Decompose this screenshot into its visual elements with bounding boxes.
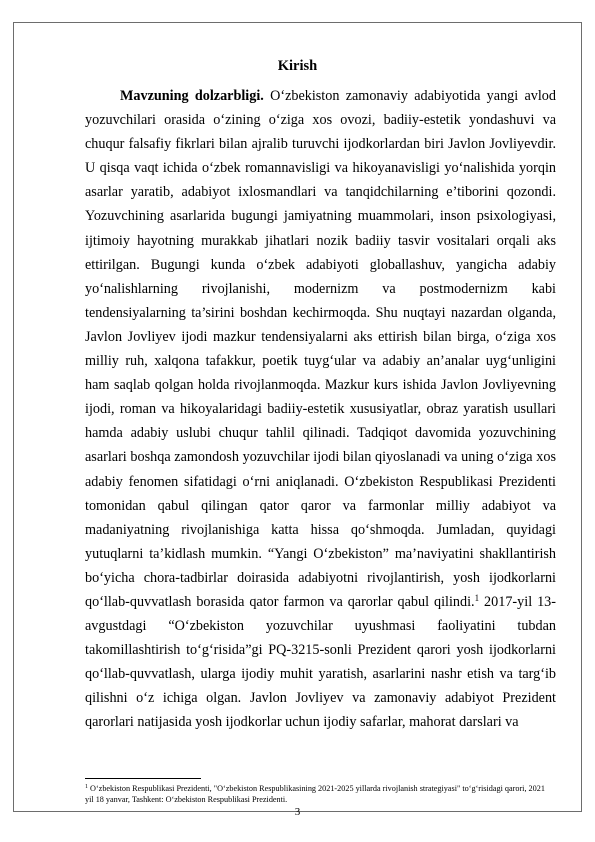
page-number: 3 (294, 806, 301, 818)
footnote-mark: 1 (85, 784, 88, 790)
paragraph-lead: Mavzuning dolzarbligi. (120, 88, 264, 104)
footnote (85, 783, 550, 805)
main-paragraph (85, 84, 556, 735)
paragraph-text-part2: 2017-yil 13-avgustdagi “O‘zbekiston yozuvchilar uyushmasi faoliyatini tubdan takomillashtirish to‘g‘risida”gi PQ-3215-sonli Prezident qarori yosh ijodkorlarni qo‘llab-quvvatlash, ularga ijodiy muhit yaratish, asarlarini nashr etish va targ‘ib qilishni o‘z ichiga olgan. Javlon Jovliyev va zamonaviy adabiyot Prezident qarorlari natijasida yosh ijodkorlar uchun ijodiy safarlar, mahorat darslari va (85, 593, 556, 731)
footnote-divider (85, 778, 201, 779)
paragraph-text-part1: O‘zbekiston zamonaviy adabiyotida yangi avlod yozuvchilari orasida o‘zining o‘ziga xos ovozi, badiiy-estetik yondashuvi va chuqur falsafiy fikrlari bilan ajralib turuvchi ijodkorlardan biri Javlon Jovliyevdir. U qisqa vaqt ichida o‘zbek romannavisligi va hikoyanavisligi yo‘nalishida yorqin asarlar yaratib, adabiyot ixlosmandlari va tanqidchilarning e’tiborini qozondi. Yozuvchining asarlarida bugungi jamiyatning muammolari, inson psixologiyasi, ijtimoiy hayotning murakkab jihatlari nozik badiiy tasvir vositalari orqali aks ettirilgan. Bugungi kunda o‘zbek adabiyoti globallashuv, yangicha adabiy yo‘nalishlarning rivojlanishi, modernizm va postmodernizm kabi tendensiyalarning ta’sirini boshdan kechirmoqda. Shu nuqtayi nazardan olganda, Javlon Jovliyev ijodi mazkur tendensiyalarni aks ettirish bilan birga, o‘ziga xos milliy ruh, xalqona tafakkur, poetik tuyg‘ular va adabiy an’analar uyg‘unligini ham saqlab qolgan holda rivojlanmoqda. Mazkur kurs ishida Javlon Jovliyevning ijodi, roman va hikoyalaridagi badiiy-estetik xususiyatlar, obraz yaratish usullari hamda adabiy uslubi chuqur tahlil qilinadi. Tadqiqot davomida yozuvchining asarlari boshqa zamondosh yozuvchilar ijodi bilan qiyoslanadi va uning o‘ziga xos adabiy fenomen sifatidagi o‘rni aniqlanadi. O‘zbekiston Respublikasi Prezidenti tomonidan qabul qilingan qator qaror va farmonlar milliy adabiyot va madaniyatning rivojlanishiga katta hissa qo‘shmoqda. Jumladan, quyidagi yutuqlarni ta’kidlash mumkin. “Yangi O‘zbekiston” ma’naviyatini shakllantirish bo‘yicha chora-tadbirlar doirasida adabiyotni rivojlantirish, yosh ijodkorlarni qo‘llab-quvvatlash borasida qator farmon va qarorlar qabul qilindi. (85, 88, 556, 610)
section-title: Kirish (277, 58, 318, 74)
footnote-text: O‘zbekiston Respublikasi Prezidenti, "O‘zbekiston Respublikasining 2021-2025 yillarda rivojlanish strategiyasi" to‘g‘risidagi qarori, 2021 yil 18 yanvar, Tashkent: O‘zbekiston Respublikasi Prezidenti. (85, 784, 545, 804)
footnote-reference[interactable]: 1 (474, 592, 480, 603)
